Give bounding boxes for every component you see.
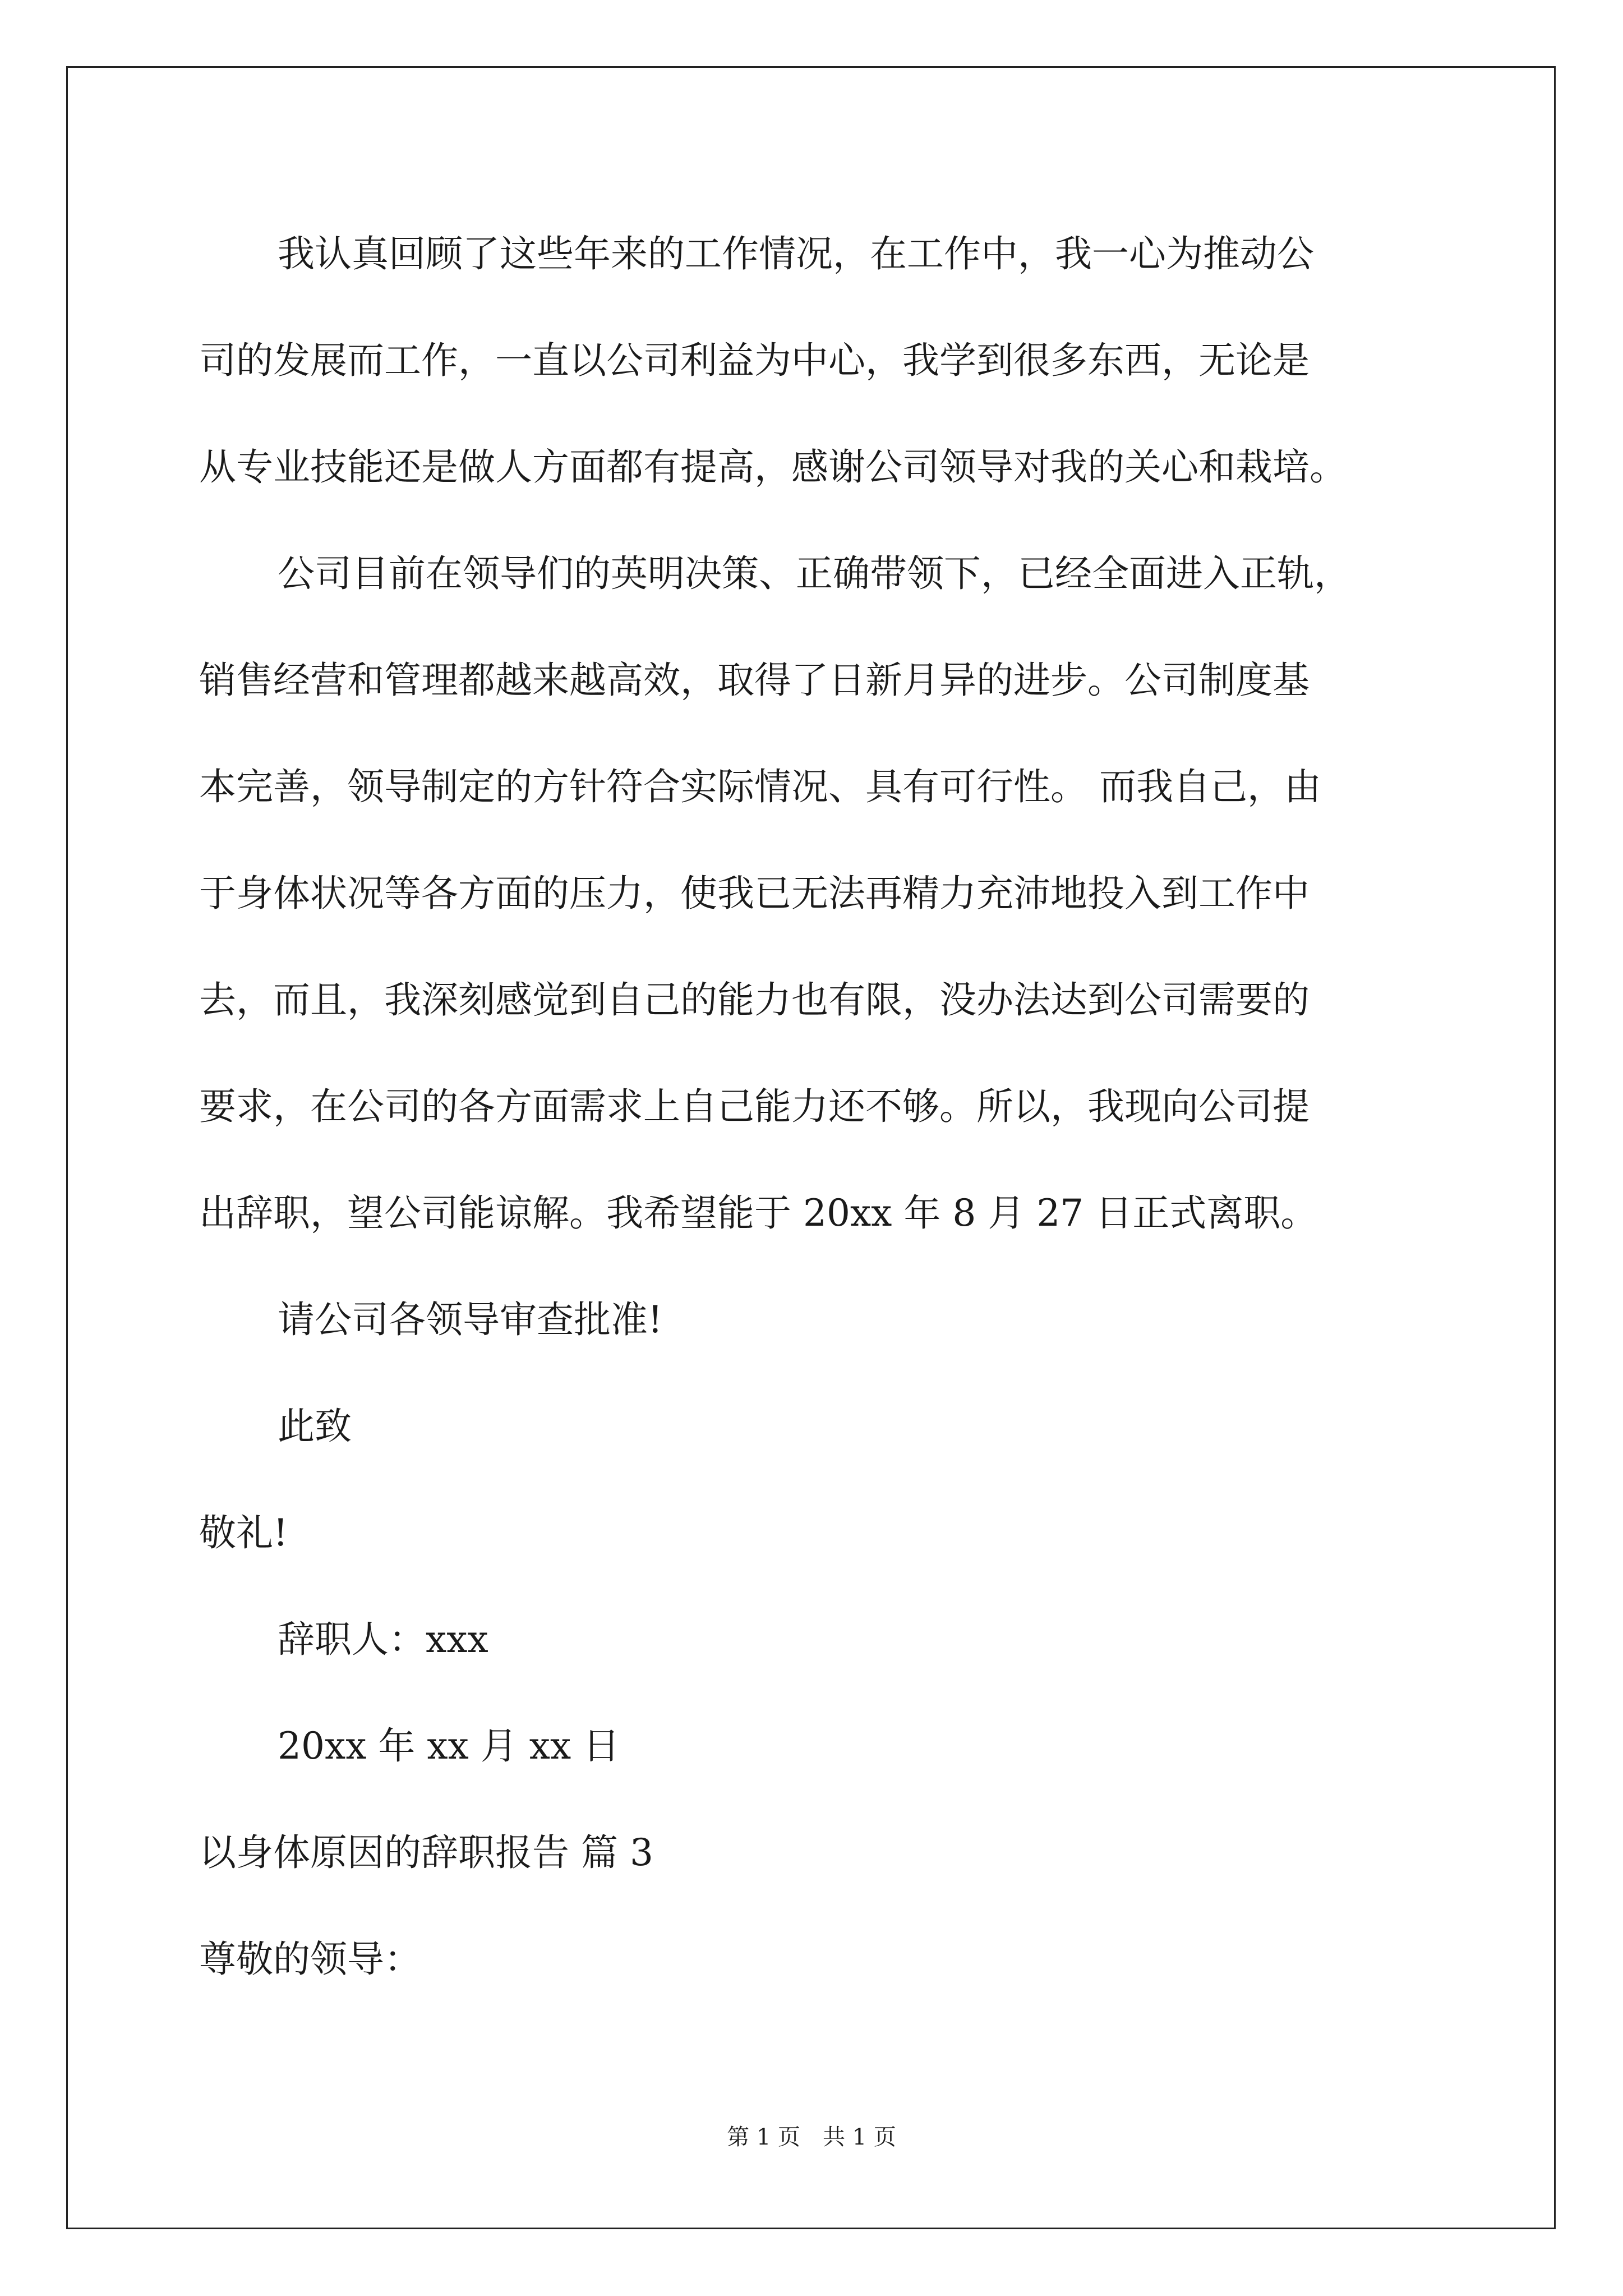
paragraph-line: 公司目前在领导们的英明决策、正确带领下，已经全面进入正轨，	[278, 552, 1351, 595]
page-border	[66, 66, 1556, 2229]
signature-date: 20xx 年 xx 月 xx 日	[278, 1724, 620, 1768]
paragraph-line: 出辞职，望公司能谅解。我希望能于 20xx 年 8 月 27 日正式离职。	[199, 1191, 1318, 1235]
page-number-footer: 第 1 页 共 1 页	[727, 2124, 896, 2150]
approval-request: 请公司各领导审查批准!	[278, 1298, 663, 1341]
closing-salutation: 此致	[278, 1405, 352, 1448]
paragraph-line: 去，而且，我深刻感觉到自己的能力也有限，没办法达到公司需要的	[199, 978, 1310, 1022]
paragraph-line: 于身体状况等各方面的压力，使我已无法再精力充沛地投入到工作中	[199, 872, 1310, 915]
letter-greeting: 尊敬的领导：	[199, 1938, 421, 1981]
paragraph-line: 从专业技能还是做人方面都有提高，感谢公司领导对我的关心和栽培。	[199, 445, 1347, 489]
paragraph-line: 司的发展而工作，一直以公司利益为中心，我学到很多东西，无论是	[199, 339, 1310, 382]
closing-regards: 敬礼!	[199, 1511, 288, 1554]
paragraph-line: 我认真回顾了这些年来的工作情况，在工作中，我一心为推动公	[278, 232, 1314, 275]
paragraph-line: 要求，在公司的各方面需求上自己能力还不够。所以，我现向公司提	[199, 1085, 1310, 1128]
signature-name: 辞职人：xxx	[278, 1618, 488, 1661]
paragraph-line: 本完善，领导制定的方针符合实际情况、具有可行性。 而我自己，由	[199, 765, 1321, 808]
paragraph-line: 销售经营和管理都越来越高效，取得了日新月异的进步。公司制度基	[199, 659, 1310, 702]
section-heading: 以身体原因的辞职报告 篇 3	[199, 1831, 653, 1874]
